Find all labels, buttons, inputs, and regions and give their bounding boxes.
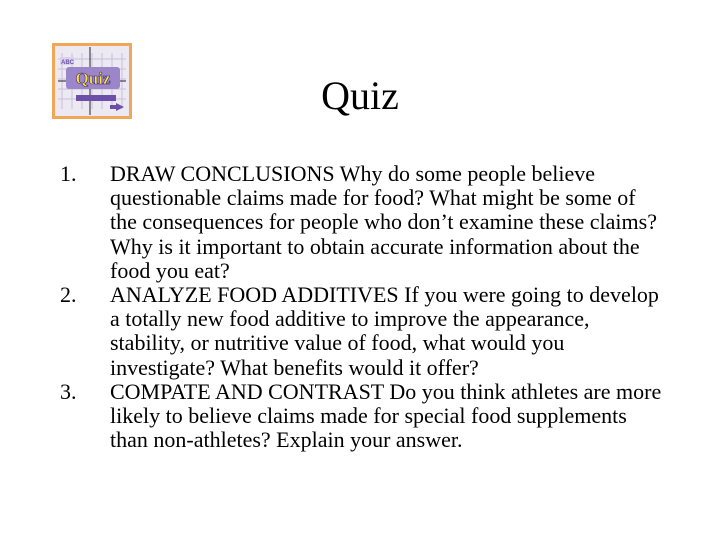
question-text: COMPATE AND CONTRAST Do you think athletes are more likely to believe claims made for special food supplements than non-athletes? Explain your answer. [110,378,662,453]
question-number: 1. [60,161,77,186]
question-item [60,380,660,453]
question-item [60,162,660,283]
question-text: ANALYZE FOOD ADDITIVES If you were going to develop a totally new food additive to improve the appearance, stability, or nutritive value of food, what would you investigate? What benefits would it offer? [110,282,659,380]
question-item [60,283,660,380]
question-text: DRAW CONCLUSIONS Why do some people believe questionable claims made for food? What might be some of the consequences for people who don’t examine these claims? Why is it important to obtain accurate information about the food you eat? [110,161,657,283]
question-list [60,162,660,452]
question-number: 3. [60,378,77,404]
slide-title-text: Quiz [321,73,399,118]
svg-text:ABC: ABC [61,60,74,66]
question-number: 2. [60,282,77,308]
slide-title [0,72,720,120]
logo-text: Quiz [75,69,111,88]
